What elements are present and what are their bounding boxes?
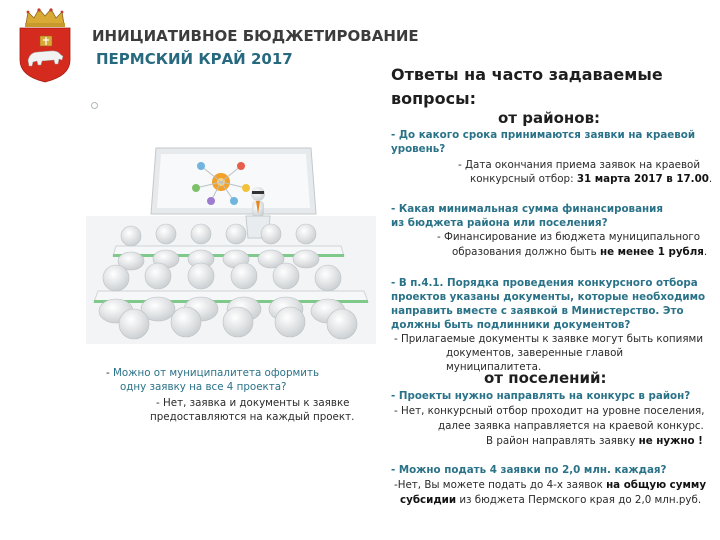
- left-answer-line2: предоставляются на каждый проект.: [150, 411, 355, 423]
- coat-of-arms-icon: [14, 6, 76, 84]
- settlements-answer-2-line2: субсидии из бюджета Пермского края до 2,0 млн.руб.: [400, 494, 702, 506]
- districts-answer-3: - Прилагаемые документы к заявке могут быть копиями: [394, 333, 704, 345]
- left-answer: - Нет, заявка и документы к заявке: [156, 397, 350, 409]
- settlements-question-1: - Проекты нужно направлять на конкурс в район?: [391, 390, 691, 402]
- districts-question-1: - До какого срока принимаются заявки на краевой уровень?: [391, 129, 696, 155]
- districts-heading: от районов:: [498, 109, 601, 127]
- left-question: - Можно от муниципалитета оформить: [106, 367, 320, 379]
- page-title: ИНИЦИАТИВНОЕ БЮДЖЕТИРОВАНИЕ: [92, 27, 419, 45]
- settlements-question-2: - Можно подать 4 заявки по 2,0 млн. каждая?: [391, 464, 667, 476]
- districts-question-2: - Какая минимальная сумма финансирования из бюджета района или поселения?: [391, 203, 663, 229]
- left-question-line2: одну заявку на все 4 проекта?: [120, 381, 287, 393]
- faq-heading: Ответы на часто задаваемые вопросы:: [391, 65, 663, 108]
- settlements-answer-1: - Нет, конкурсный отбор проходит на уровне поселения,: [394, 405, 705, 417]
- presentation-illustration: [86, 96, 376, 344]
- settlements-answer-2: -Нет, Вы можете подать до 4-х заявок на общую сумму: [394, 479, 707, 491]
- settlements-heading: от поселений:: [484, 369, 607, 387]
- settlements-answer-1-line2: далее заявка направляется на краевой конкурс.: [438, 420, 704, 432]
- districts-answer-1: - Дата окончания приема заявок на краевой: [458, 159, 701, 171]
- page-subtitle: ПЕРМСКИЙ КРАЙ 2017: [96, 50, 293, 68]
- districts-question-3: - В п.4.1. Порядка проведения конкурсного отбора проектов указаны документы, которые необходимо направить вместе с заявкой в Министерство. Это должны быть подлинники документов?: [391, 277, 706, 331]
- districts-answer-3-line2: документов, заверенные главой муниципалитета.: [446, 347, 624, 373]
- settlements-answer-1-line3: В район направлять заявку не нужно !: [486, 435, 703, 447]
- districts-answer-2-line2: образования должно быть не менее 1 рубля.: [452, 246, 708, 258]
- districts-answer-1-line2: конкурсный отбор: 31 марта 2017 в 17.00.: [470, 173, 713, 185]
- districts-answer-2: - Финансирование из бюджета муниципального: [437, 231, 701, 243]
